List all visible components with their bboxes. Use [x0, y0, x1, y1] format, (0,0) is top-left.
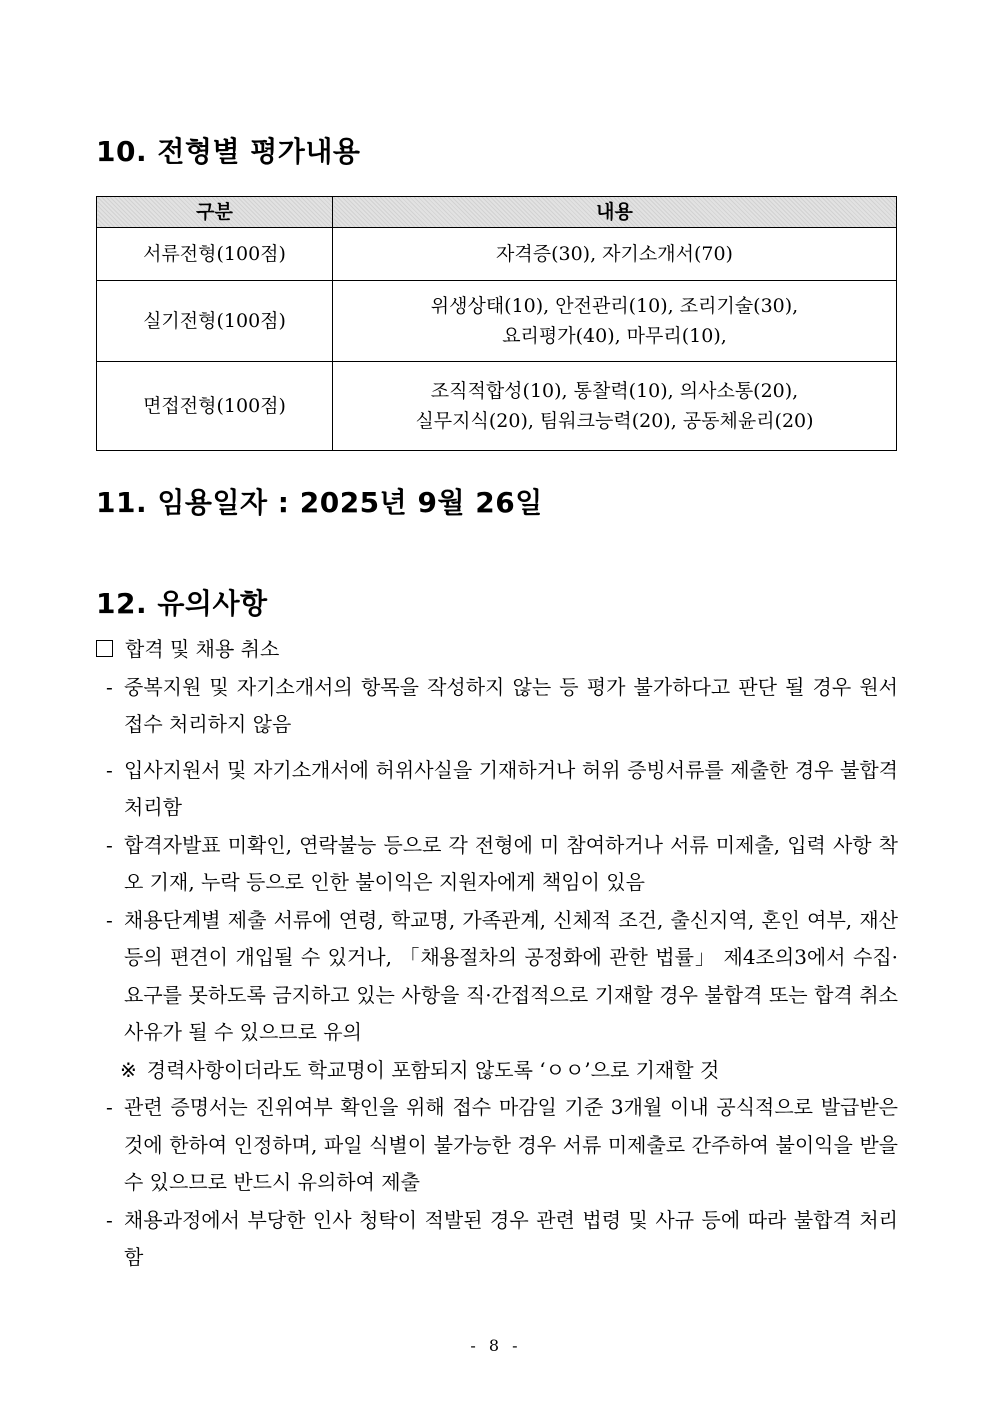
row-content-line: 조직적합성(10), 통찰력(10), 의사소통(20),	[430, 380, 799, 402]
notice-item	[96, 669, 898, 744]
row-category: 실기전형(100점)	[97, 281, 333, 362]
evaluation-table	[96, 196, 897, 451]
notice-sub-note	[96, 1052, 898, 1090]
notice-sub-note-text: 경력사항이더라도 학교명이 포함되지 않도록 ‘ㅇㅇ’으로 기재할 것	[146, 1057, 720, 1082]
notice-item	[96, 1202, 898, 1277]
checkbox-square-icon	[96, 640, 113, 657]
row-content-line: 요리평가(40), 마무리(10),	[502, 325, 727, 347]
notice-item	[96, 752, 898, 827]
row-content-line: 자격증(30), 자기소개서(70)	[496, 243, 733, 265]
bullet-dash: -	[106, 907, 113, 932]
bullet-dash: -	[106, 674, 113, 699]
table-header-row	[97, 197, 897, 228]
notice-item-text: 채용과정에서 부당한 인사 청탁이 적발된 경우 관련 법령 및 사규 등에 따라 불합격 처리함	[124, 1207, 898, 1269]
notice-item	[96, 827, 898, 902]
notice-item-text: 중복지원 및 자기소개서의 항목을 작성하지 않는 등 평가 불가하다고 판단 될 경우 원서 접수 처리하지 않음	[124, 674, 898, 736]
row-category: 서류전형(100점)	[97, 228, 333, 281]
reference-mark-icon: ※	[120, 1057, 137, 1082]
bullet-dash: -	[106, 1095, 113, 1119]
row-content	[333, 228, 897, 281]
bullet-dash: -	[106, 757, 113, 782]
notice-item-text: 합격자발표 미확인, 연락불능 등으로 각 전형에 미 참여하거나 서류 미제출, 입력 사항 착오 기재, 누락 등으로 인한 불이익은 지원자에게 책임이 있음	[124, 832, 898, 894]
row-category: 면접전형(100점)	[97, 362, 333, 451]
bullet-dash: -	[106, 1207, 113, 1232]
header-category: 구분	[97, 197, 333, 228]
section-12-heading: 12. 유의사항	[96, 587, 268, 620]
table-row	[97, 228, 897, 281]
section-10-heading: 10. 전형별 평가내용	[96, 135, 361, 168]
row-content	[333, 281, 897, 362]
row-content-line: 위생상태(10), 안전관리(10), 조리기술(30),	[430, 295, 799, 317]
notice-item-text: 입사지원서 및 자기소개서에 허위사실을 기재하거나 허위 증빙서류를 제출한 경우 불합격 처리함	[124, 757, 898, 819]
notice-category-label: 합격 및 채용 취소	[125, 637, 280, 661]
notice-item-text: 채용단계별 제출 서류에 연령, 학교명, 가족관계, 신체적 조건, 출신지역, 혼인 여부, 재산 등의 편견이 개입될 수 있거나, 「채용절차의 공정화에 관한 법률」 제4조의3에서 수집·요구를 못하도록 금지하고 있는 사항을 직·간접적으로 기재할 경우 불합격 또는 합격 취소 사유가 될 수 있으므로 유의	[124, 907, 898, 1044]
table-row	[97, 281, 897, 362]
bullet-dash: -	[106, 832, 113, 857]
section-11-heading: 11. 임용일자 : 2025년 9월 26일	[96, 486, 543, 519]
notice-item	[96, 902, 898, 1052]
row-content-line: 실무지식(20), 팀워크능력(20), 공동체윤리(20)	[415, 410, 814, 432]
page-number: - 8 -	[470, 1336, 522, 1355]
row-content	[333, 362, 897, 451]
notice-item	[96, 1089, 898, 1202]
notice-category	[96, 631, 898, 669]
table-row	[97, 362, 897, 451]
notice-item-text: 관련 증명서는 진위여부 확인을 위해 접수 마감일 기준 3개월 이내 공식적으로 발급받은 것에 한하여 인정하며, 파일 식별이 불가능한 경우 서류 미제출로 간주하여 불이익을 받을 수 있으므로 반드시 유의하여 제출	[124, 1095, 898, 1194]
header-content: 내용	[333, 197, 897, 228]
notice-list	[96, 631, 898, 1277]
